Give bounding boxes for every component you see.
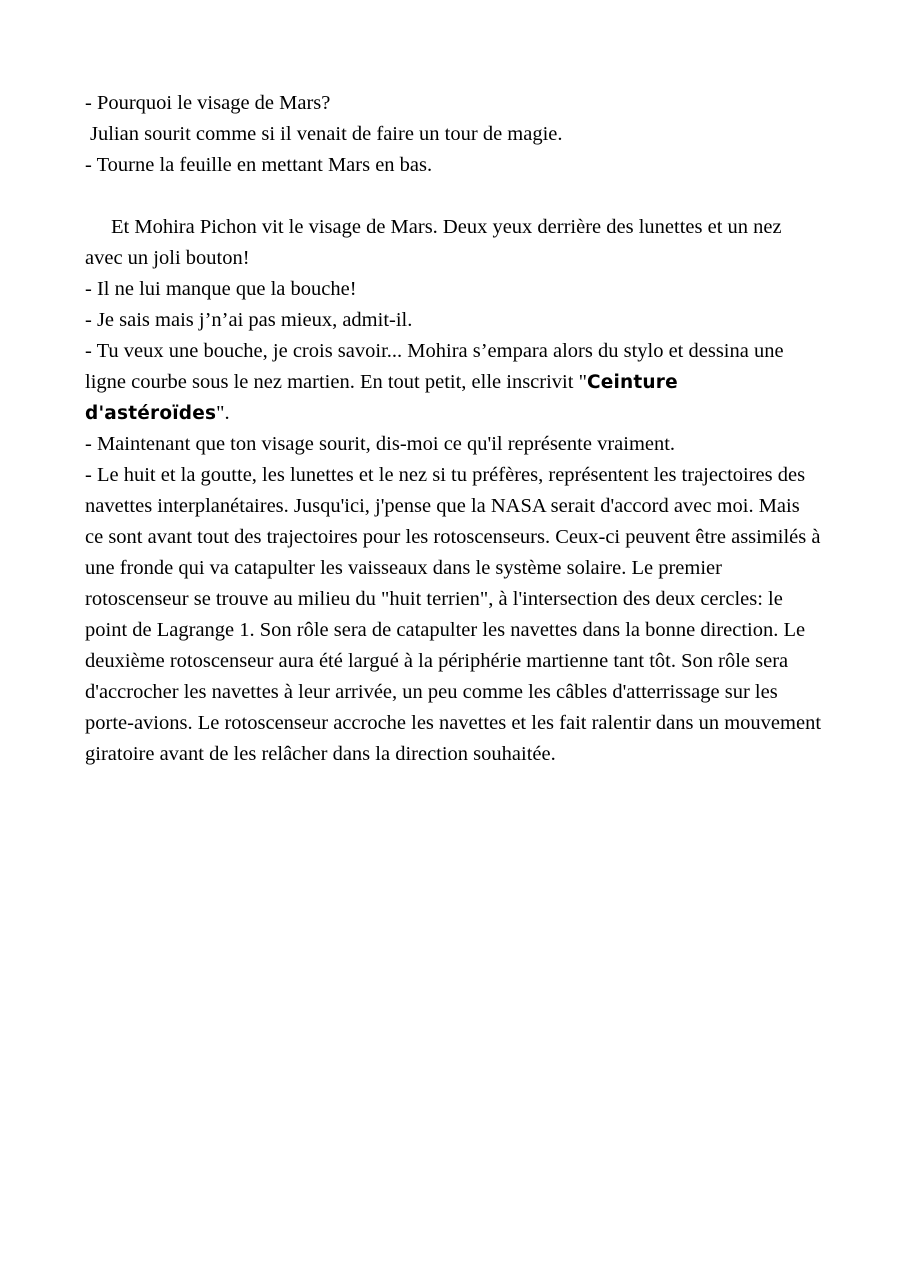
- paragraph-text-before-caption: - Tu veux une bouche, je crois savoir... Mohira s’empara alors du stylo et dessina une ligne courbe sous le nez martien. En tout petit, elle inscrivit ": [85, 340, 789, 393]
- paragraph-text-after-caption: ".: [216, 402, 230, 424]
- document-text-body: [85, 88, 827, 770]
- dialogue-paragraph-maintenant-que-ton-visage: - Maintenant que ton visage sourit, dis-moi ce qu'il représente vraiment.: [85, 433, 676, 455]
- paragraph-spacer: [85, 181, 823, 212]
- dialogue-line-pourquoi: - Pourquoi le visage de Mars?: [85, 92, 331, 114]
- narrative-paragraph-et-mohira: Et Mohira Pichon vit le visage de Mars. Deux yeux derrière des lunettes et un nez avec un joli bouton!: [85, 216, 787, 269]
- dialogue-paragraph-le-huit-et-la-goutte: - Le huit et la goutte, les lunettes et le nez si tu préfères, représentent les trajectoires des navettes interplanétaires. Jusqu'ici, j'pense que la NASA serait d'accord avec moi. Mais ce sont avant tout des trajectoires pour les rotoscenseurs. Ceux-ci peuvent être assimilés à une fronde qui va catapulter les vaisseaux dans le système solaire. Le premier rotoscenseur se trouve au milieu du "huit terrien", à l'intersection des deux cercles: le point de Lagrange 1. Son rôle sera de catapulter les navettes dans la bonne direction. Le deuxième rotoscenseur aura été largué à la périphérie martienne tant tôt. Son rôle sera d'accrocher les navettes à leur arrivée, un peu comme les câbles d'atterrissage sur les porte-avions. Le rotoscenseur accroche les navettes et les fait ralentir dans un mouvement giratoire avant de les relâcher dans la direction souhaitée.: [85, 464, 827, 765]
- dialogue-line-je-sais-mais: - Je sais mais j’n’ai pas mieux, admit-il.: [85, 309, 413, 331]
- inline-caption-ceinture-dasteroides: Ceinture d'astéroïdes: [85, 372, 685, 424]
- dialogue-line-tourne-la-feuille: - Tourne la feuille en mettant Mars en bas.: [85, 154, 433, 176]
- dialogue-line-il-ne-lui-manque: - Il ne lui manque que la bouche!: [85, 278, 357, 300]
- dialogue-paragraph-tu-veux-une-bouche: [85, 336, 823, 429]
- narrative-line-julian-sourit: Julian sourit comme si il venait de faire un tour de magie.: [90, 123, 563, 145]
